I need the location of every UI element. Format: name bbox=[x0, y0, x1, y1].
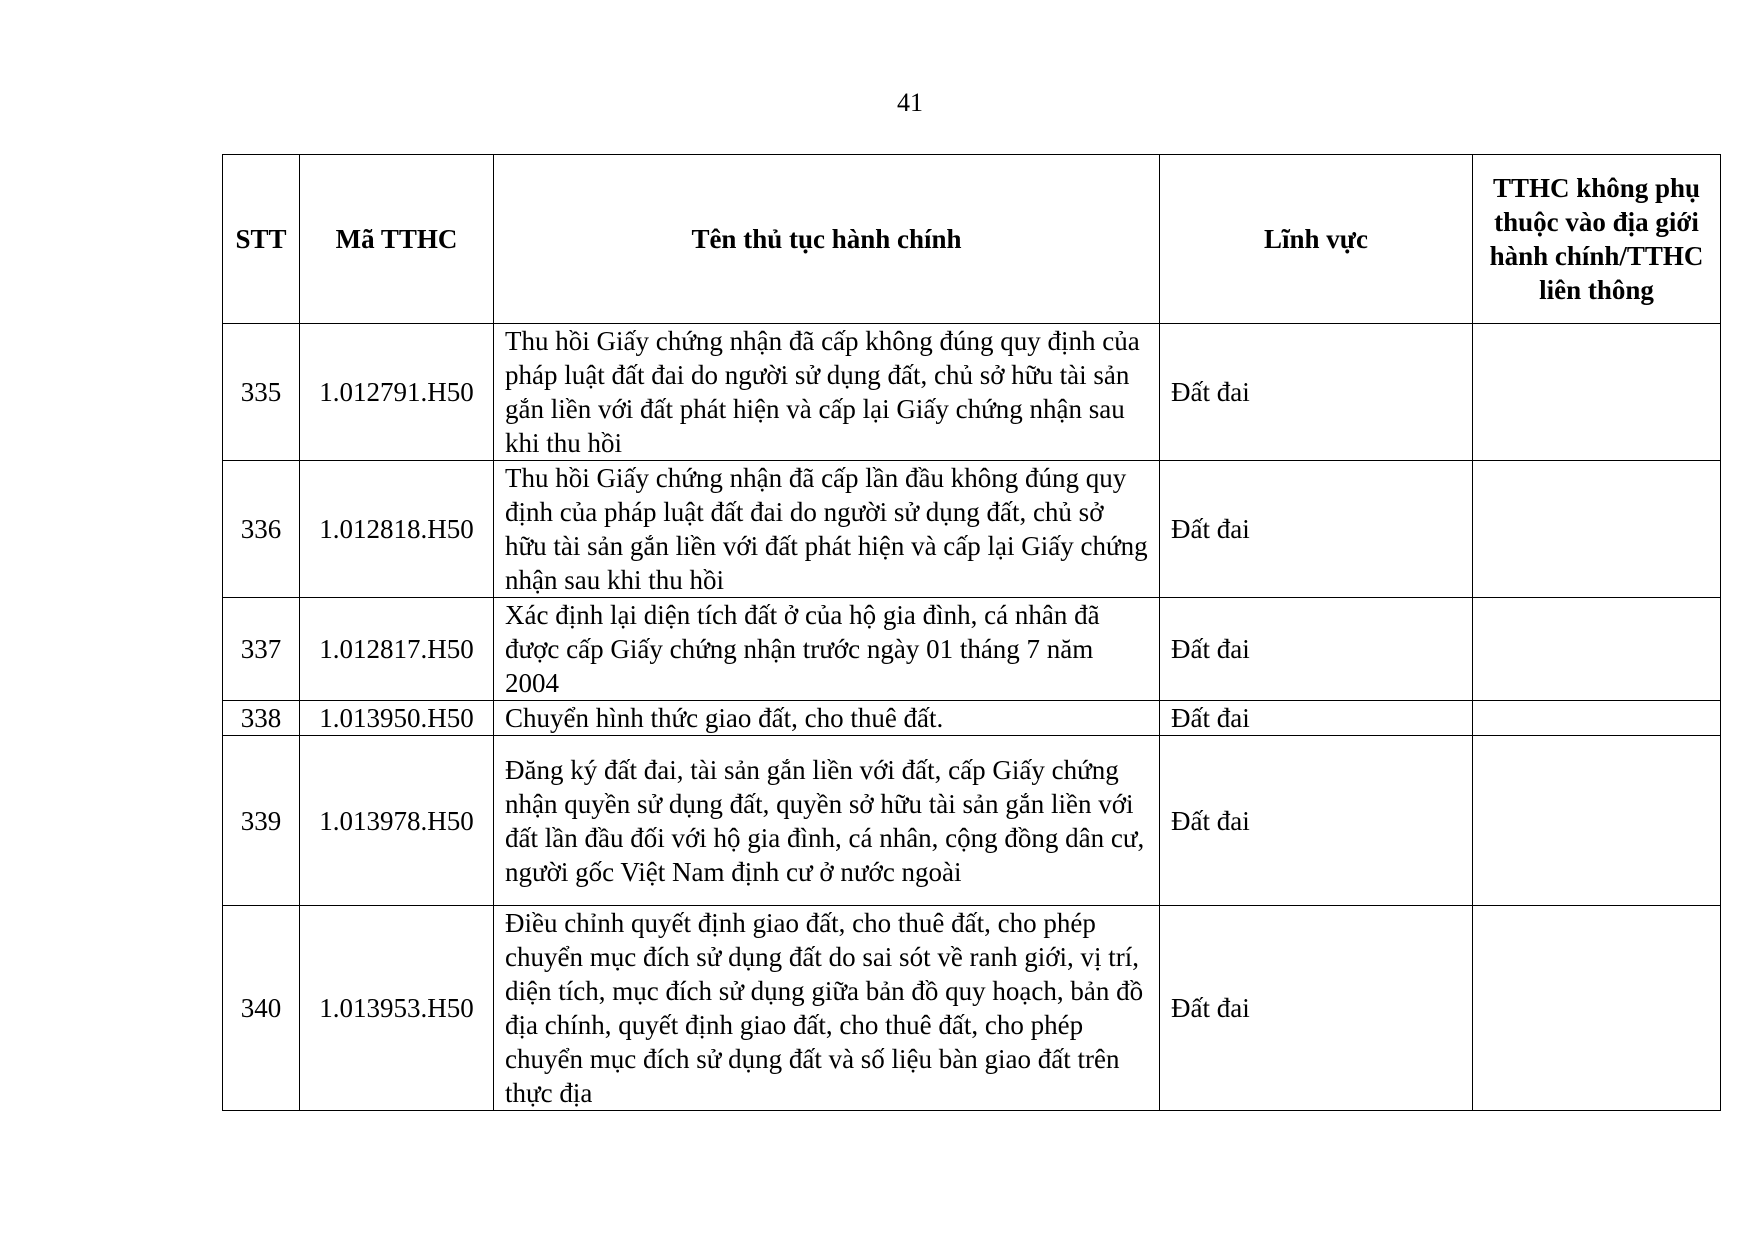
cell-note bbox=[1473, 324, 1721, 461]
cell-note bbox=[1473, 906, 1721, 1111]
cell-code: 1.012817.H50 bbox=[300, 598, 494, 701]
cell-stt: 337 bbox=[223, 598, 300, 701]
header-name: Tên thủ tục hành chính bbox=[494, 155, 1160, 324]
cell-name: Chuyển hình thức giao đất, cho thuê đất. bbox=[494, 701, 1160, 736]
cell-stt: 338 bbox=[223, 701, 300, 736]
cell-field: Đất đai bbox=[1160, 598, 1473, 701]
table-row bbox=[223, 598, 1721, 701]
cell-name: Xác định lại diện tích đất ở của hộ gia đình, cá nhân đã được cấp Giấy chứng nhận trước ngày 01 tháng 7 năm 2004 bbox=[494, 598, 1160, 701]
cell-name: Thu hồi Giấy chứng nhận đã cấp không đúng quy định của pháp luật đất đai do người sử dụng đất, chủ sở hữu tài sản gắn liền với đất phát hiện và cấp lại Giấy chứng nhận sau khi thu hồi bbox=[494, 324, 1160, 461]
cell-stt: 339 bbox=[223, 736, 300, 906]
cell-stt: 340 bbox=[223, 906, 300, 1111]
table-row bbox=[223, 906, 1721, 1111]
cell-note bbox=[1473, 461, 1721, 598]
cell-name: Đăng ký đất đai, tài sản gắn liền với đất, cấp Giấy chứng nhận quyền sử dụng đất, quyền sở hữu tài sản gắn liền với đất lần đầu đối với hộ gia đình, cá nhân, cộng đồng dân cư, người gốc Việt Nam định cư ở nước ngoài bbox=[494, 736, 1160, 906]
cell-code: 1.012818.H50 bbox=[300, 461, 494, 598]
cell-note bbox=[1473, 736, 1721, 906]
procedures-table bbox=[222, 154, 1721, 1111]
cell-name: Thu hồi Giấy chứng nhận đã cấp lần đầu không đúng quy định của pháp luật đất đai do người sử dụng đất, chủ sở hữu tài sản gắn liền với đất phát hiện và cấp lại Giấy chứng nhận sau khi thu hồi bbox=[494, 461, 1160, 598]
header-note: TTHC không phụ thuộc vào địa giới hành chính/TTHC liên thông bbox=[1473, 155, 1721, 324]
cell-note bbox=[1473, 701, 1721, 736]
cell-code: 1.013953.H50 bbox=[300, 906, 494, 1111]
header-code: Mã TTHC bbox=[300, 155, 494, 324]
cell-stt: 336 bbox=[223, 461, 300, 598]
cell-code: 1.012791.H50 bbox=[300, 324, 494, 461]
cell-code: 1.013978.H50 bbox=[300, 736, 494, 906]
table-row bbox=[223, 461, 1721, 598]
page-number: 41 bbox=[897, 88, 923, 117]
cell-field: Đất đai bbox=[1160, 906, 1473, 1111]
cell-stt: 335 bbox=[223, 324, 300, 461]
cell-name: Điều chỉnh quyết định giao đất, cho thuê đất, cho phép chuyển mục đích sử dụng đất do sai sót về ranh giới, vị trí, diện tích, mục đích sử dụng giữa bản đồ quy hoạch, bản đồ địa chính, quyết định giao đất, cho thuê đất, cho phép chuyển mục đích sử dụng đất và số liệu bàn giao đất trên thực địa bbox=[494, 906, 1160, 1111]
table-row bbox=[223, 736, 1721, 906]
header-field: Lĩnh vực bbox=[1160, 155, 1473, 324]
cell-field: Đất đai bbox=[1160, 701, 1473, 736]
table-header-row bbox=[223, 155, 1721, 324]
cell-field: Đất đai bbox=[1160, 461, 1473, 598]
cell-note bbox=[1473, 598, 1721, 701]
table-row bbox=[223, 324, 1721, 461]
table-row bbox=[223, 701, 1721, 736]
cell-field: Đất đai bbox=[1160, 736, 1473, 906]
cell-code: 1.013950.H50 bbox=[300, 701, 494, 736]
cell-field: Đất đai bbox=[1160, 324, 1473, 461]
header-stt: STT bbox=[223, 155, 300, 324]
